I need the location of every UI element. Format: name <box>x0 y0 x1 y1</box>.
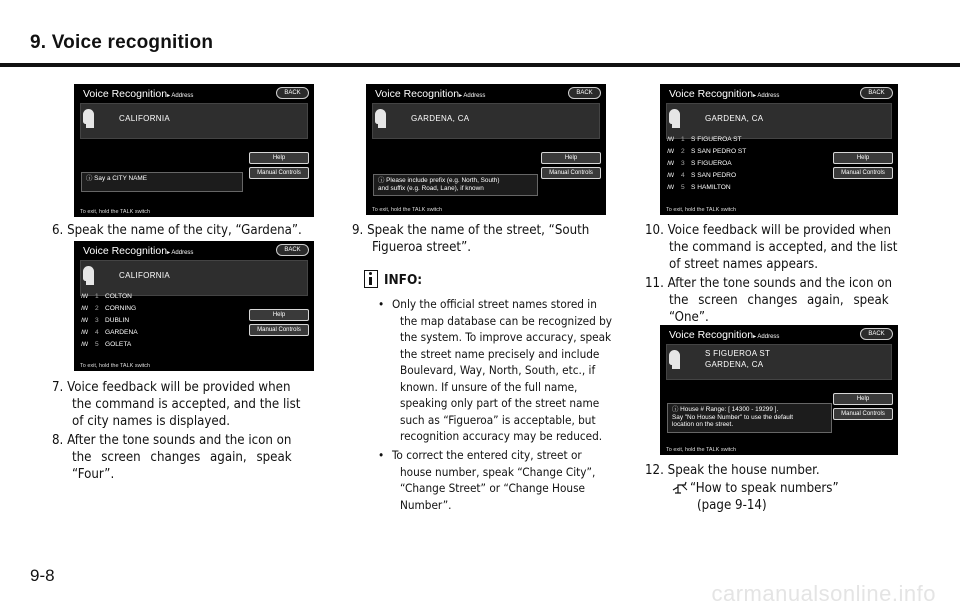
voice-icon: ꟿ <box>667 161 675 167</box>
voice-icon: ꟿ <box>667 173 675 179</box>
info-icon: ⓘ <box>378 177 387 184</box>
step-6: 6. Speak the name of the city, “Gardena”. <box>52 223 302 238</box>
prompt-bar <box>372 103 600 139</box>
screen-footer: To exit, hold the TALK switch <box>666 447 737 453</box>
prompt-text: GARDENA, CA <box>411 114 470 123</box>
info-box: ⓘ Say a CITY NAME <box>81 172 243 192</box>
screen-footer: To exit, hold the TALK switch <box>666 207 737 213</box>
screen-title: Voice Recognition▸ Address <box>375 88 486 100</box>
info-box: ⓘ House # Range: [ 14300 - 19299 ]. Say "No House Number" to use the default location on the street. <box>667 403 832 433</box>
voice-icon: ꟿ <box>667 185 675 191</box>
voice-icon: ꟿ <box>81 330 89 336</box>
screenshot-house-number <box>660 325 898 455</box>
list-item[interactable]: ꟿ 3 DUBLIN <box>81 315 138 327</box>
list-item[interactable]: ꟿ 5 GOLETA <box>81 339 138 351</box>
prompt-text-line-2: GARDENA, CA <box>705 360 764 369</box>
speaking-head-icon <box>669 109 686 129</box>
back-button[interactable]: BACK <box>276 87 309 99</box>
help-button[interactable]: Help <box>833 393 893 405</box>
page-number: 9-8 <box>30 566 55 585</box>
prompt-text: CALIFORNIA <box>119 114 171 123</box>
speaking-head-icon <box>83 109 100 129</box>
voice-icon: ꟿ <box>81 318 89 324</box>
step-8: 8. After the tone sounds and the icon on the screen changes again, speak “Four”. <box>52 433 292 482</box>
prompt-text: GARDENA, CA <box>705 114 764 123</box>
voice-icon: ꟿ <box>81 294 89 300</box>
list-item[interactable]: ꟿ 1 COLTON <box>81 291 138 303</box>
list-item[interactable]: ꟿ 2 CORNING <box>81 303 138 315</box>
help-button[interactable]: Help <box>541 152 601 164</box>
screenshot-city-list <box>74 241 314 371</box>
screen-title: Voice Recognition▸ Address <box>669 88 780 100</box>
back-button[interactable]: BACK <box>276 244 309 256</box>
header-rule <box>0 63 960 67</box>
watermark: carmanualsonline.info <box>711 581 936 606</box>
bullet-icon: • <box>378 448 385 462</box>
list-item[interactable]: ꟿ 4 S SAN PEDRO <box>667 170 746 182</box>
voice-icon: ꟿ <box>81 306 89 312</box>
screen-title: Voice Recognition▸ Address <box>83 88 194 100</box>
help-button[interactable]: Help <box>249 309 309 321</box>
screenshot-street-prompt <box>366 84 606 215</box>
list-item[interactable]: ꟿ 3 S FIGUEROA <box>667 158 746 170</box>
info-box: ⓘ Please include prefix (e.g. North, South) and suffix (e.g. Road, Lane), if known <box>373 174 538 196</box>
voice-icon: ꟿ <box>81 342 89 348</box>
reference-arrow-icon <box>672 481 688 495</box>
screen-footer: To exit, hold the TALK switch <box>80 363 151 369</box>
manual-controls-button[interactable]: Manual Controls <box>249 324 309 336</box>
speaking-head-icon <box>375 109 392 129</box>
info-i-icon <box>364 270 378 288</box>
prompt-bar <box>666 344 892 380</box>
street-list <box>667 134 746 194</box>
reference-title[interactable]: “How to speak numbers” <box>690 481 839 496</box>
help-button[interactable]: Help <box>249 152 309 164</box>
screenshot-city-prompt <box>74 84 314 217</box>
screenshot-street-list <box>660 84 898 215</box>
manual-controls-button[interactable]: Manual Controls <box>833 408 893 420</box>
reference-page: (page 9-14) <box>697 498 767 513</box>
screen-footer: To exit, hold the TALK switch <box>80 209 151 215</box>
city-list <box>81 291 138 351</box>
screen-title: Voice Recognition▸ Address <box>83 245 194 257</box>
list-item[interactable]: ꟿ 5 S HAMILTON <box>667 182 746 194</box>
back-button[interactable]: BACK <box>860 87 893 99</box>
manual-controls-button[interactable]: Manual Controls <box>833 167 893 179</box>
section-title: 9. Voice recognition <box>30 32 214 53</box>
voice-icon: ꟿ <box>667 137 675 143</box>
voice-icon: ꟿ <box>667 149 675 155</box>
info-bullet-1: • Only the official street names stored in the map database can be recognized by the system. To improve accuracy, speak the street name precisely and include Boulevard, Way, North, South, etc., if known. If unsure of the full name, speaking only part of the street name such as “Figueroa” is acceptable, but recognition accuracy may be reduced. <box>378 297 613 443</box>
info-icon: ⓘ <box>86 175 95 182</box>
list-item[interactable]: ꟿ 2 S SAN PEDRO ST <box>667 146 746 158</box>
manual-controls-button[interactable]: Manual Controls <box>541 167 601 179</box>
help-button[interactable]: Help <box>833 152 893 164</box>
prompt-text: CALIFORNIA <box>119 271 171 280</box>
step-12: 12. Speak the house number. <box>645 463 820 478</box>
screen-footer: To exit, hold the TALK switch <box>372 207 443 213</box>
prompt-text-line-1: S FIGUEROA ST <box>705 349 771 358</box>
info-heading: INFO: <box>384 272 423 288</box>
back-button[interactable]: BACK <box>568 87 601 99</box>
speaking-head-icon <box>83 266 100 286</box>
speaking-head-icon <box>669 350 686 370</box>
back-button[interactable]: BACK <box>860 328 893 340</box>
manual-controls-button[interactable]: Manual Controls <box>249 167 309 179</box>
list-item[interactable]: ꟿ 1 S FIGUEROA ST <box>667 134 746 146</box>
bullet-icon: • <box>378 297 385 311</box>
prompt-bar <box>80 103 308 139</box>
info-bullet-2: • To correct the entered city, street or house number, speak “Change City”, “Change Street” or “Change House Number”. <box>378 448 596 512</box>
info-icon: ⓘ <box>672 406 681 413</box>
step-10: 10. Voice feedback will be provided when the command is accepted, and the list of street names appears. <box>645 223 898 272</box>
list-item[interactable]: ꟿ 4 GARDENA <box>81 327 138 339</box>
screen-title: Voice Recognition▸ Address <box>669 329 780 341</box>
step-11: 11. After the tone sounds and the icon on the screen changes again, speak “One”. <box>645 276 893 325</box>
step-9: 9. Speak the name of the street, “South Figueroa street”. <box>352 223 590 255</box>
step-7: 7. Voice feedback will be provided when the command is accepted, and the list of city names is displayed. <box>52 380 301 429</box>
